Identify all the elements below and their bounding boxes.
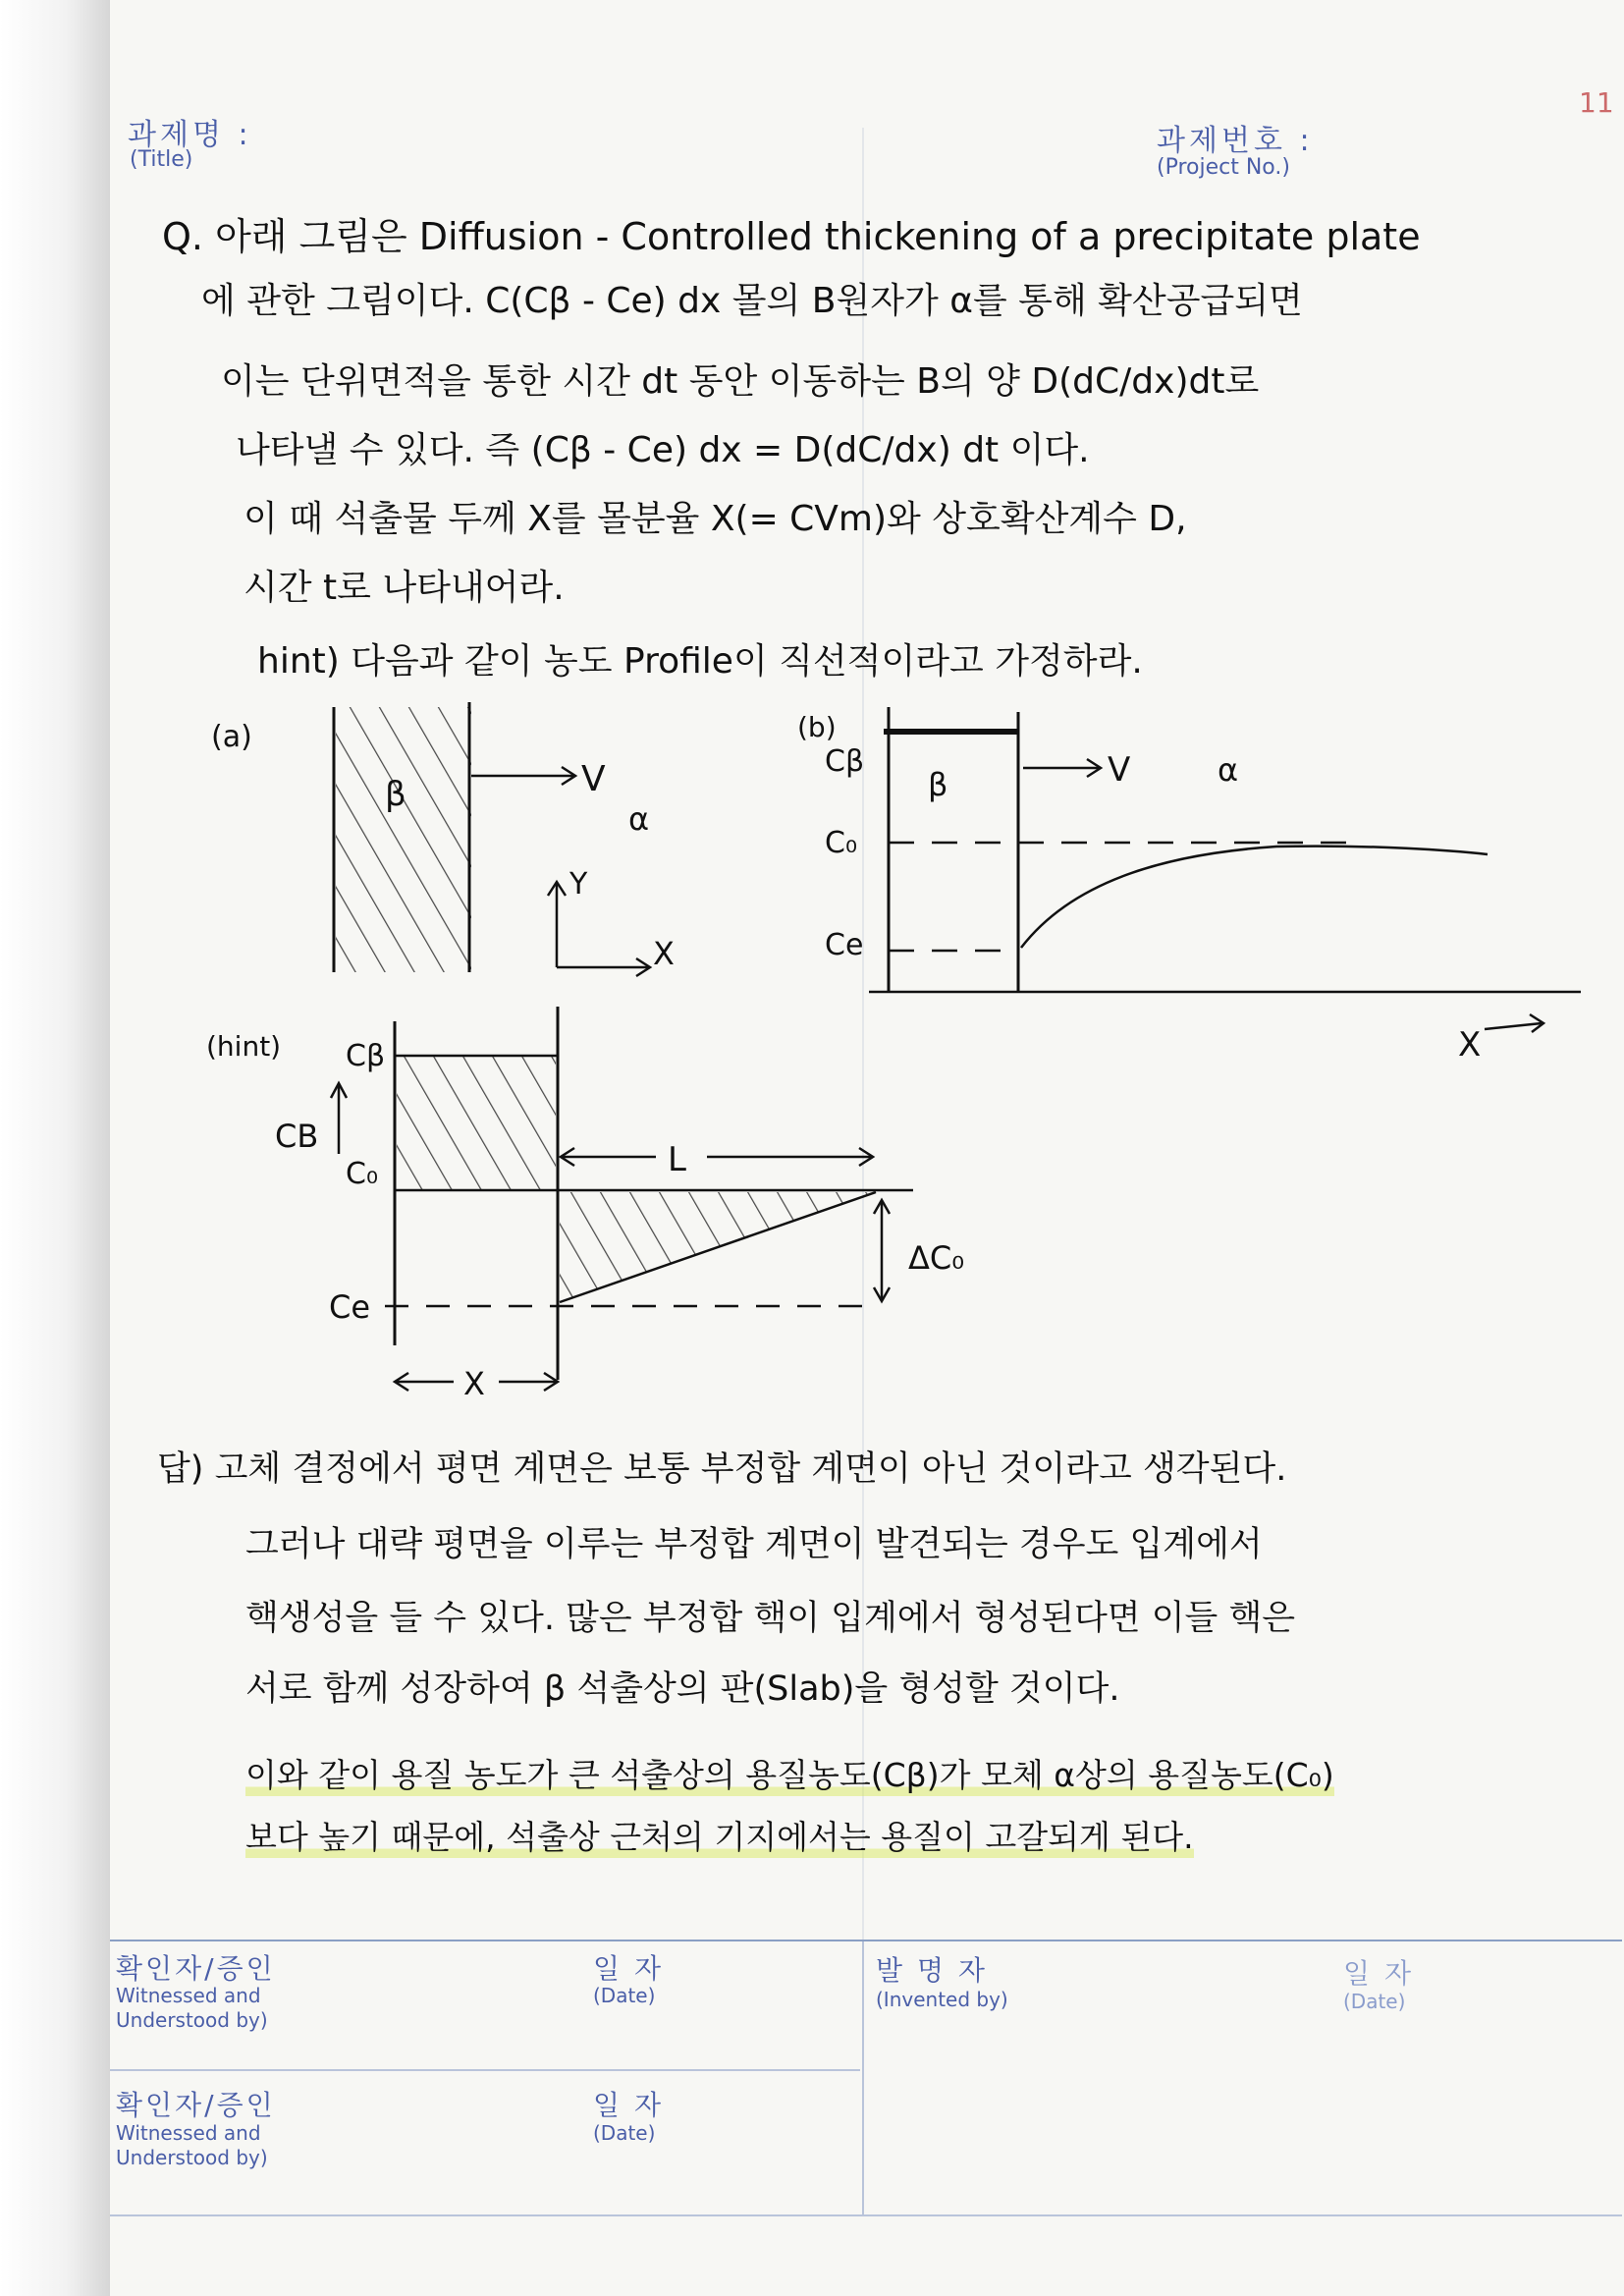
date-3-label: 일 자 [593, 2089, 664, 2121]
question-line-1: Q. 아래 그림은 Diffusion - Controlled thickening of a precipitate plate [162, 215, 1421, 258]
title-sub: (Title) [130, 147, 193, 172]
figure-a-alpha-label: α [628, 800, 650, 838]
witness-1-label: 확인자/증인 [116, 1952, 276, 1985]
figure-a-y-label: Y [569, 867, 588, 902]
signature-col-divider [862, 1941, 864, 2216]
figure-hint-label: (hint) [206, 1030, 282, 1063]
signature-table-bottom [110, 2214, 1622, 2216]
question-hint-line: hint) 다음과 같이 농도 Profile이 직선적이라고 가정하라. [257, 641, 1143, 682]
figure-b-c0-label: C₀ [825, 826, 857, 860]
figure-hint-cb-label: CB [275, 1118, 319, 1155]
figure-b-velocity-label: V [1108, 750, 1131, 790]
project-sub: (Project No.) [1157, 155, 1290, 180]
figure-hint-ce-label: Ce [329, 1288, 371, 1326]
question-line-3: 이는 단위면적을 통한 시간 dt 동안 이동하는 B의 양 D(dC/dx)dt로 [221, 361, 1260, 402]
figure-b-concentration-profile [1021, 847, 1488, 948]
answer-line-3: 핵생성을 들 수 있다. 많은 부정합 핵이 입계에서 형성된다면 이들 핵은 [245, 1599, 1296, 1638]
figure-b-alpha-label: α [1218, 751, 1239, 789]
figure-hint-cbeta-label: Cβ [346, 1039, 386, 1073]
witness-1-en-line-2: Understood by) [116, 2008, 268, 2032]
figure-hint [206, 1007, 964, 1402]
witness-2-en-line-2: Understood by) [116, 2146, 268, 2169]
figure-hint-c0-label: C₀ [346, 1157, 378, 1191]
question-line-5: 이 때 석출물 두께 X를 몰분율 X(= CVm)와 상호확산계수 D, [244, 499, 1187, 539]
figure-hint-thickness-label: X [463, 1365, 485, 1402]
figure-b-x-label: X [1458, 1025, 1482, 1065]
answer-line-6: 보다 높기 때문에, 석출상 근처의 기지에서는 용질이 고갈되게 된다. [245, 1812, 1194, 1858]
figure-hint-length-label: L [668, 1140, 686, 1179]
figure-a-beta-region [336, 707, 471, 972]
date-1-label: 일 자 [593, 1952, 664, 1985]
figure-b-cbeta-label: Cβ [825, 744, 865, 779]
figure-b-label: (b) [797, 711, 837, 743]
title-label: 과제명 : [128, 118, 252, 152]
figure-b-ce-label: Ce [825, 928, 864, 962]
question-line-6: 시간 t로 나타내어라. [244, 568, 565, 608]
witness-2-label: 확인자/증인 [116, 2089, 276, 2121]
figure-b-x-arrow [1485, 1023, 1542, 1029]
figure-hint-delta-label: ΔC₀ [908, 1239, 965, 1277]
date-3-en: (Date) [593, 2121, 656, 2145]
question-line-4: 나타낼 수 있다. 즉 (Cβ - Ce) dx = D(dC/dx) dt 이다. [236, 430, 1090, 470]
figure-b [797, 707, 1581, 1065]
figure-a-beta-label: β [385, 775, 406, 814]
answer-line-5: 이와 같이 용질 농도가 큰 석출상의 용질농도(Cβ)가 모체 α상의 용질농도(C₀) [245, 1750, 1334, 1796]
date-1-en: (Date) [593, 1984, 656, 2007]
figure-a [211, 702, 675, 976]
figure-a-label: (a) [211, 720, 252, 754]
question-line-2: 에 관한 그림이다. C(Cβ - Ce) dx 몰의 B원자가 α를 통해 확산공급되면 [201, 281, 1303, 321]
answer-line-1: 답) 고체 결정에서 평면 계면은 보통 부정합 계면이 아닌 것이라고 생각된다. [157, 1449, 1287, 1489]
date-2-en: (Date) [1343, 1990, 1406, 2013]
answer-line-4: 서로 함께 성장하여 β 석출상의 판(Slab)을 형성할 것이다. [245, 1669, 1120, 1709]
figure-hint-beta-area [397, 1056, 556, 1190]
inventor-label: 발 명 자 [876, 1954, 988, 1987]
page-number: 11 [1579, 86, 1614, 119]
project-label: 과제번호 : [1157, 124, 1314, 158]
inventor-en: (Invented by) [876, 1988, 1008, 2011]
signature-row-divider [110, 2069, 860, 2071]
answer-line-2: 그러나 대략 평면을 이루는 부정합 계면이 발견되는 경우도 입계에서 [245, 1525, 1263, 1564]
figure-b-beta-label: β [928, 766, 948, 803]
witness-1-en-line-1: Witnessed and [116, 1984, 261, 2007]
figure-a-x-label: X [653, 935, 675, 972]
figure-a-velocity-label: V [581, 759, 606, 799]
date-2-label: 일 자 [1343, 1957, 1414, 1990]
witness-2-en-line-1: Witnessed and [116, 2121, 261, 2145]
